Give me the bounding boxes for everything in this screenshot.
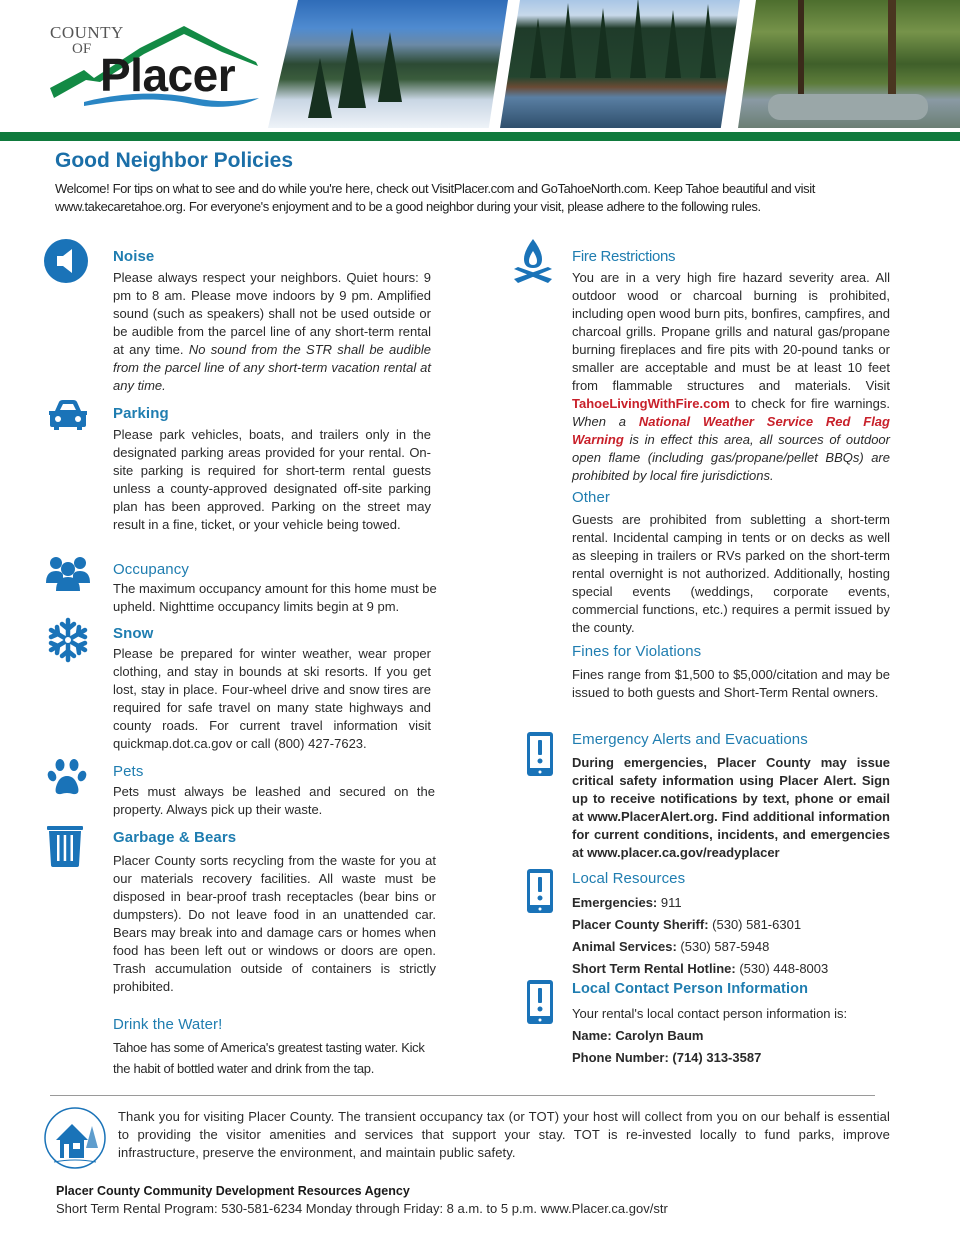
header-divider-bar: [0, 132, 960, 141]
speaker-icon: [44, 239, 88, 283]
photo-lake-cabin: [500, 0, 740, 128]
fire-italic-2: is in effect this area, all sources of outdoor open flame (including gas/propane/pellet BBQs) are prohibited by local fire jurisdictions.: [572, 432, 890, 483]
county-logo: [44, 18, 274, 118]
snow-title: Snow: [113, 625, 154, 642]
other-title: Other: [572, 489, 611, 506]
red-flag-warning: National Weather Service Red Flag Warning: [572, 414, 890, 447]
car-icon: [46, 399, 90, 431]
phone-alert-icon: [526, 731, 554, 777]
header-banner: [0, 0, 960, 150]
fire-italic-1: When a: [572, 414, 639, 429]
footer-divider: [50, 1095, 875, 1096]
resource-value: 911: [660, 895, 682, 910]
water-title: Drink the Water!: [113, 1016, 223, 1033]
people-icon: [46, 555, 90, 591]
emergency-body: During emergencies, Placer County may issue critical safety information using Placer Alert. Sign up to receive notifications by text, phone or email at www.PlacerAlert.org. Find additional information for current conditions, incidents, and emergencies at www.placer.ca.gov/readyplacer: [572, 755, 890, 860]
phone-alert-icon: [526, 868, 554, 914]
resource-animal-services: [572, 936, 890, 958]
contact-name: Name: Carolyn Baum: [572, 1028, 704, 1043]
occupancy-body: The maximum occupancy amount for this home must be upheld. Nighttime occupancy limits begin at 9 pm.: [113, 581, 437, 614]
resources-list: [572, 892, 890, 980]
resources-title: Local Resources: [572, 870, 686, 887]
photo-snowy-cabins: [268, 0, 508, 128]
pets-title: Pets: [113, 763, 144, 780]
noise-body: [113, 269, 431, 395]
snow-body: Please be prepared for winter weather, wear proper clothing, and stay in bounds at ski resorts. If you get lost, stay in place. Four-wheel drive and snow tires are required for safe travel on many state highways and county roads. For current travel information visit quickmap.dot.ca.gov or call (800) 427-7623.: [113, 646, 431, 751]
fines-body: Fines range from $1,500 to $5,000/citation and may be issued to both guests and Short-Term Rental owners.: [572, 667, 890, 700]
footer-program-contact: Short Term Rental Program: 530-581-6234 Monday through Friday: 8 a.m. to 5 p.m. www.Placer.ca.gov/str: [56, 1201, 668, 1216]
fire-title: Fire Restrictions: [572, 248, 676, 265]
footer-tot-message: Thank you for visiting Placer County. The transient occupancy tax (or TOT) your host will collect from you on our behalf is essential to providing the visitor amenities and services that support your stay. TOT is re-invested locally to fund parks, improve infrastructure, preserve the environment, and maintain public safety.: [118, 1109, 890, 1160]
parking-title: Parking: [113, 405, 169, 422]
pets-body: Pets must always be leashed and secured on the property. Always pick up their waste.: [113, 784, 435, 817]
campfire-icon: [512, 237, 554, 283]
logo-placer-text: Placer: [100, 49, 236, 101]
header-photo-strip: [268, 0, 960, 128]
noise-body-italic: No sound from the STR shall be audible from the parcel line of any short-term vacation rental at any time.: [113, 342, 431, 393]
garbage-body: Placer County sorts recycling from the waste for you at our materials recovery facilities. All waste must be disposed in bear-proof trash receptacles (bear bins or dumpsters). Do not leave food in an unattended car. Bears may break into and damage cars or homes when food has been left out or windows or doors are open. Trash accumulation outside of containers is strictly prohibited.: [113, 853, 436, 994]
resource-value: (530) 587-5948: [680, 939, 770, 954]
contact-intro: Your rental's local contact person information is:: [572, 1006, 848, 1021]
water-body: Tahoe has some of America's greatest tasting water. Kick the habit of bottled water and drink from the tap.: [113, 1040, 425, 1076]
other-body: Guests are prohibited from subletting a short-term rental. Incidental camping in tents or on decks as well as sleeping in trailers or RVs parked on the short-term rental overnight is not authorized. Additionally, hosting special events (weddings, corporate events, commercial functions, etc.) requires a permit issued by the county.: [572, 512, 890, 635]
intro-text: Welcome! For tips on what to see and do while you're here, check out VisitPlacer.com and GoTahoeNorth.com. Keep Tahoe beautiful and visit www.takecaretahoe.org. For everyone's enjoyment and to be a good neighbor during your visit, please adhere to the following rules.: [55, 181, 815, 214]
str-program-badge-icon: [42, 1102, 108, 1174]
logo-of-text: OF: [72, 41, 92, 57]
snowflake-icon: [46, 617, 90, 663]
photo-forest-creek: [738, 0, 960, 128]
garbage-title: Garbage & Bears: [113, 829, 237, 846]
phone-alert-icon: [526, 979, 554, 1025]
contact-phone: Phone Number: (714) 313-3587: [572, 1050, 762, 1065]
paw-icon: [47, 757, 87, 797]
noise-title: Noise: [113, 248, 155, 265]
resource-label: Emergencies:: [572, 895, 658, 910]
resource-label: Animal Services:: [572, 939, 677, 954]
page-title: Good Neighbor Policies: [55, 149, 294, 172]
parking-body: Please park vehicles, boats, and trailers only in the designated parking areas provided for your rental. On-site parking is required for short-term rental guests unless a county-approved designated off-site parking plan has been approved. Parking on the street may result in a fine, ticket, or your vehicle being towed.: [113, 427, 431, 532]
contact-info: [572, 1003, 890, 1069]
resource-label: Placer County Sheriff:: [572, 917, 709, 932]
resource-str-hotline: [572, 958, 890, 980]
trash-can-icon: [46, 823, 84, 867]
emergency-title: Emergency Alerts and Evacuations: [572, 731, 808, 748]
resource-sheriff: [572, 914, 890, 936]
fire-body: [572, 269, 890, 485]
fire-body-text-1: You are in a very high fire hazard severity area. All outdoor wood or charcoal burning is prohibited, including open wood burn pits, bonfires, campfires, and charcoal grills. Propane grills and natural gas/propane burning fireplaces and fire pits with 20-pound tanks or smaller are acceptable and must be at least 10 feet from flammable structures and materials. Visit: [572, 270, 890, 393]
fire-website-link[interactable]: TahoeLivingWithFire.com: [572, 396, 730, 411]
resource-value: (530) 448-8003: [739, 961, 829, 976]
resource-label: Short Term Rental Hotline:: [572, 961, 736, 976]
fines-title: Fines for Violations: [572, 643, 702, 660]
fire-body-text-2: to check for fire warnings.: [729, 396, 890, 411]
occupancy-title: Occupancy: [113, 561, 189, 578]
logo-county-text: COUNTY: [50, 23, 124, 42]
noise-body-text: Please always respect your neighbors. Quiet hours: 9 pm to 8 am. Please move indoors by 9 pm. Amplified sound (such as speakers) shall not be used outside or be audible from the parcel line of any short-term rental at any time.: [113, 270, 431, 357]
resource-value: (530) 581-6301: [712, 917, 802, 932]
contact-title: Local Contact Person Information: [572, 981, 809, 997]
footer-agency: Placer County Community Development Resources Agency: [56, 1184, 410, 1198]
resource-emergencies: [572, 892, 890, 914]
